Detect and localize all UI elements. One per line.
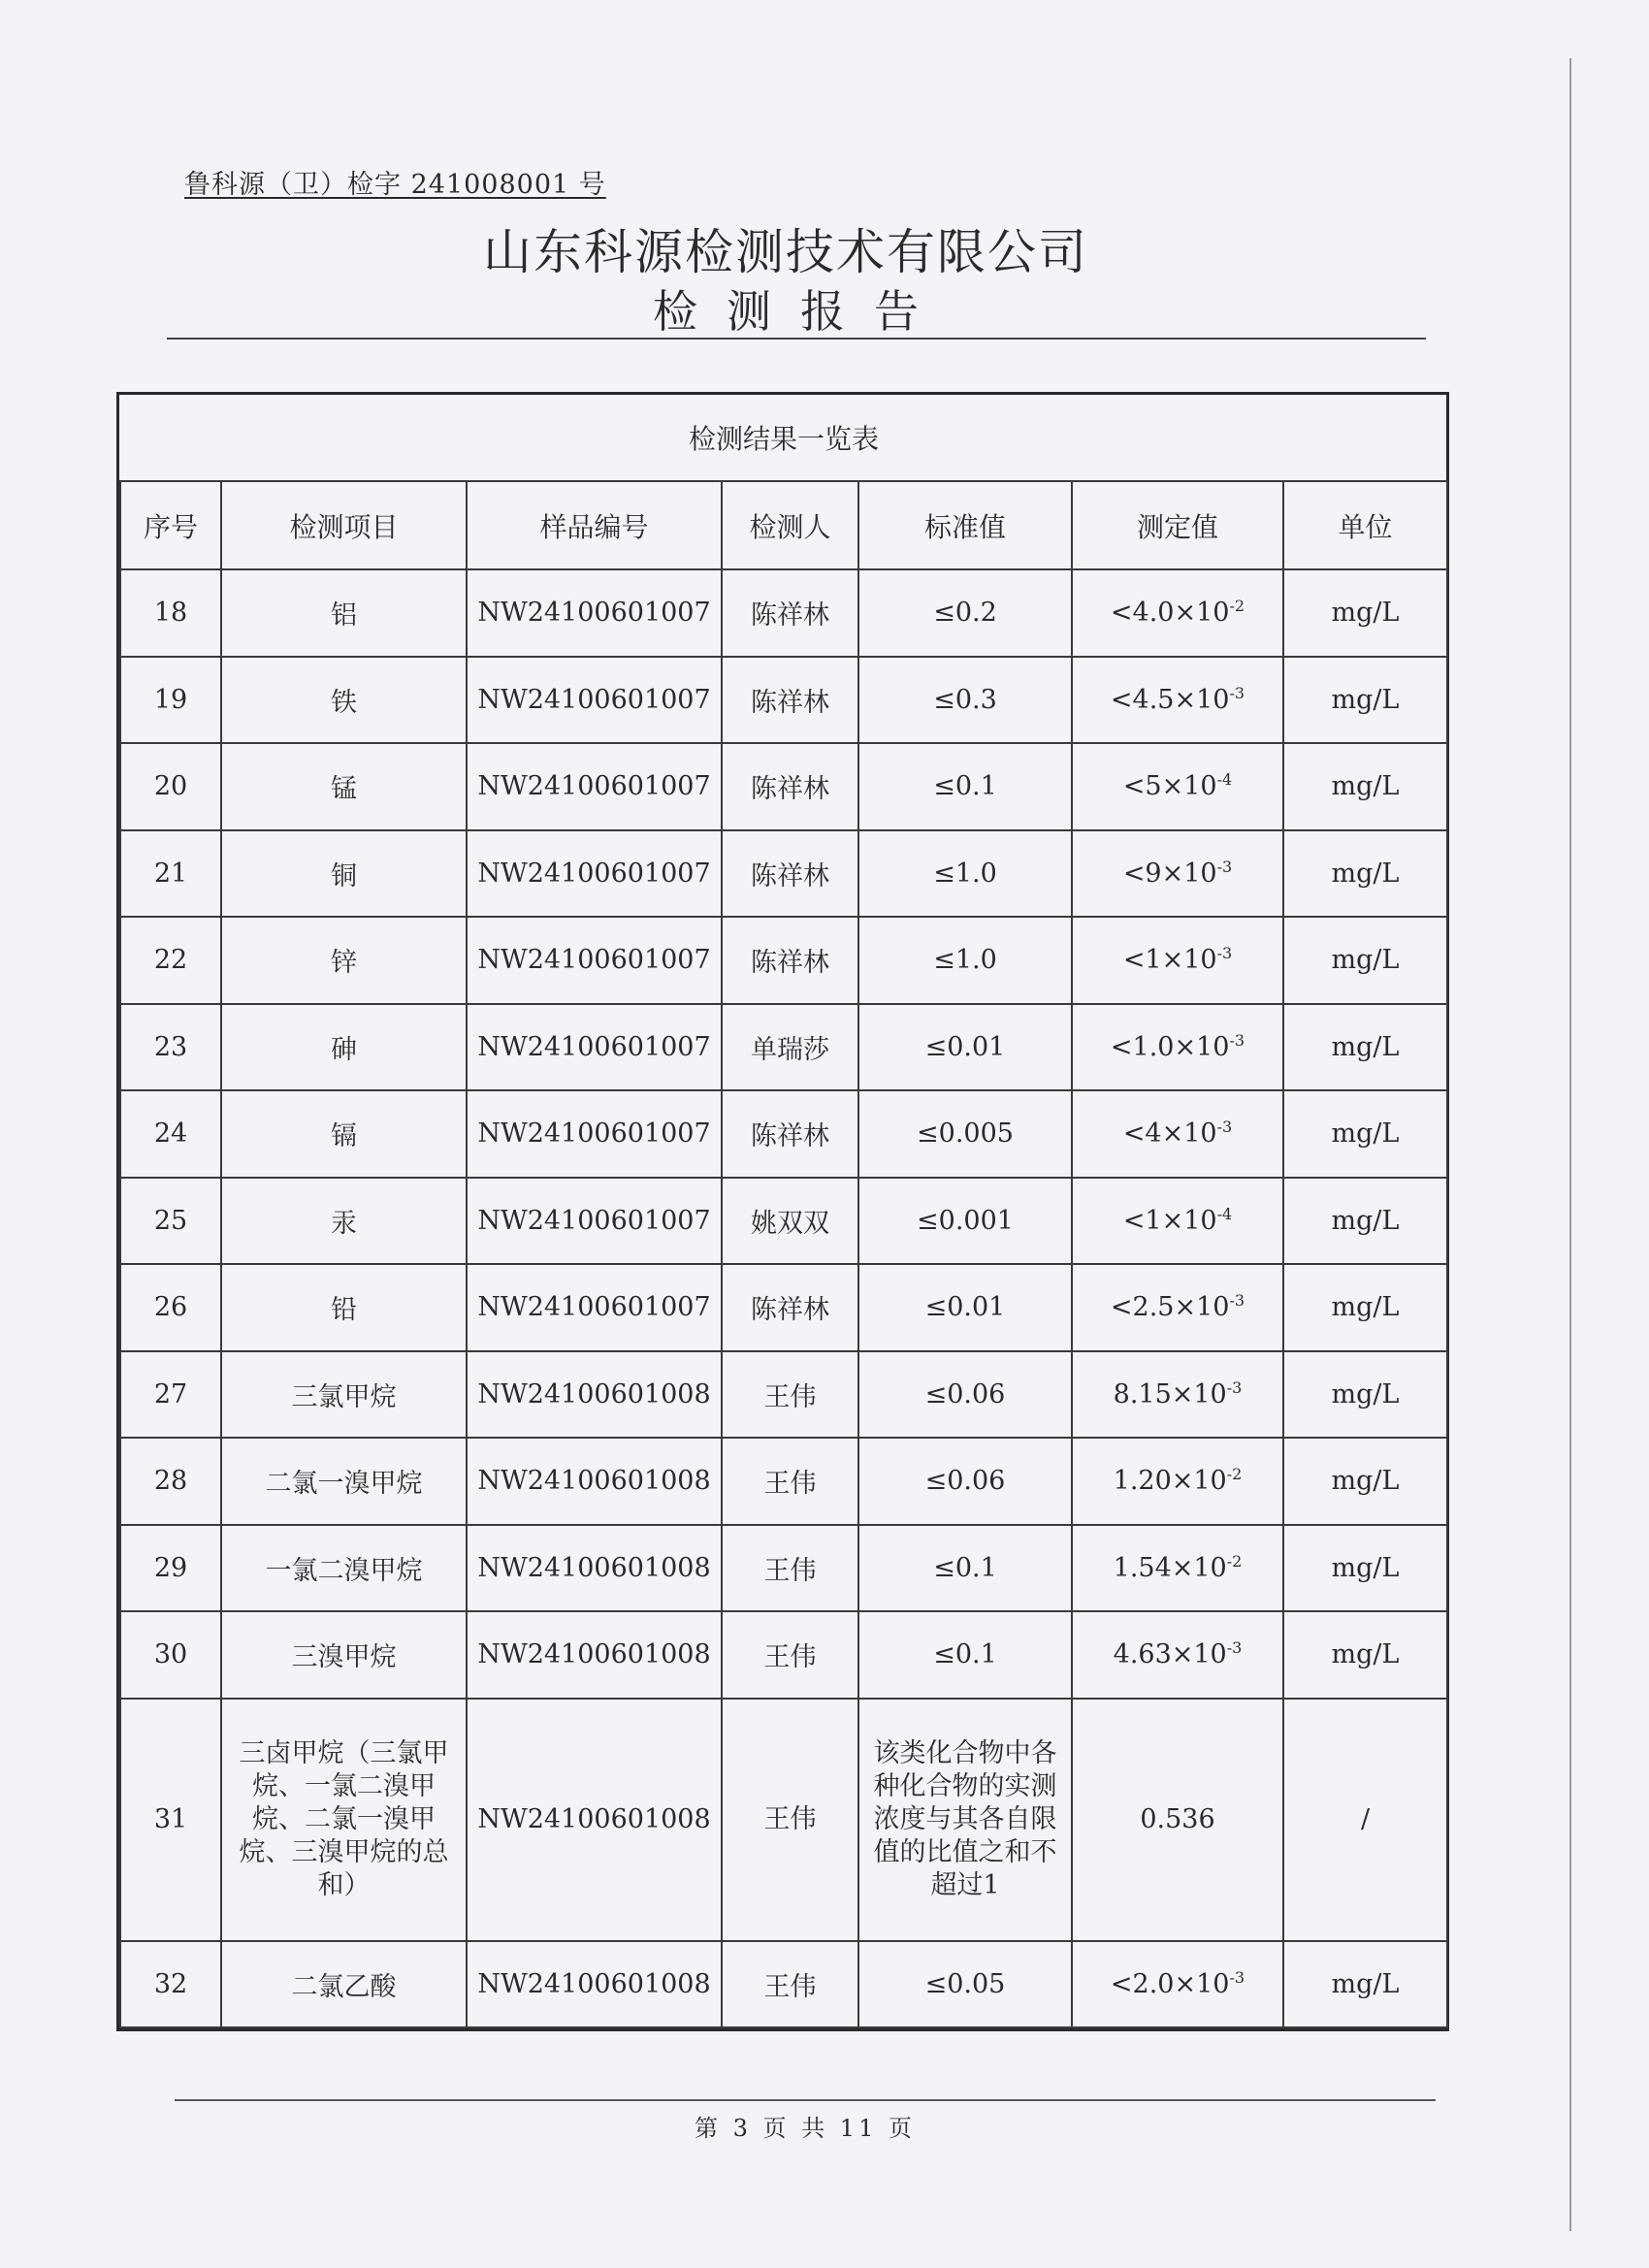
cell-sample: NW24100601008 (467, 1699, 722, 1941)
table-row (120, 1178, 1447, 1265)
cell-item: 二氯一溴甲烷 (221, 1438, 467, 1525)
cell-unit: mg/L (1283, 1264, 1447, 1351)
measured-mantissa: 0.536 (1140, 1803, 1215, 1834)
cell-no: 23 (120, 1004, 221, 1091)
cell-item: 三卤甲烷（三氯甲烷、一氯二溴甲烷、二氯一溴甲烷、三溴甲烷的总和） (221, 1699, 467, 1941)
cell-no: 28 (120, 1438, 221, 1525)
cell-item: 砷 (221, 1004, 467, 1091)
cell-standard: ≤0.005 (858, 1090, 1072, 1178)
cell-no: 30 (120, 1611, 221, 1699)
cell-no: 18 (120, 569, 221, 657)
cell-tester: 陈祥林 (722, 917, 858, 1004)
measured-mantissa: <9×10 (1122, 858, 1217, 889)
table-row (120, 830, 1447, 918)
column-header-unit: 单位 (1283, 481, 1447, 569)
cell-tester: 陈祥林 (722, 1090, 858, 1178)
table-row (120, 569, 1447, 657)
cell-measured (1072, 1264, 1283, 1351)
cell-standard: ≤0.2 (858, 569, 1072, 657)
cell-standard: ≤0.001 (858, 1178, 1072, 1265)
cell-tester: 王伟 (722, 1941, 858, 2028)
cell-unit: mg/L (1283, 830, 1447, 918)
page-number: 第 3 页 共 11 页 (695, 2115, 916, 2142)
cell-item: 锰 (221, 743, 467, 830)
cell-no: 24 (120, 1090, 221, 1178)
cell-sample: NW24100601007 (467, 1178, 722, 1265)
cell-measured (1072, 1090, 1283, 1178)
measured-mantissa: <4×10 (1122, 1118, 1217, 1150)
measured-mantissa: 1.20×10 (1113, 1466, 1227, 1497)
cell-tester: 王伟 (722, 1438, 858, 1525)
column-header-tester: 检测人 (722, 481, 858, 569)
cell-measured (1072, 1004, 1283, 1091)
cell-unit: mg/L (1283, 569, 1447, 657)
header-divider (167, 338, 1426, 340)
table-row (120, 1438, 1447, 1525)
cell-unit: mg/L (1283, 657, 1447, 744)
cell-unit: mg/L (1283, 917, 1447, 1004)
measured-exponent: -2 (1226, 1551, 1243, 1571)
cell-no: 19 (120, 657, 221, 744)
cell-measured (1072, 1699, 1283, 1941)
cell-tester: 陈祥林 (722, 743, 858, 830)
cell-tester: 陈祥林 (722, 1264, 858, 1351)
table-header-row (120, 481, 1447, 569)
cell-no: 20 (120, 743, 221, 830)
measured-exponent: -3 (1229, 1291, 1245, 1311)
cell-item: 汞 (221, 1178, 467, 1265)
table-row (120, 743, 1447, 830)
cell-unit: mg/L (1283, 1941, 1447, 2028)
measured-exponent: -3 (1216, 1118, 1233, 1137)
cell-item: 锌 (221, 917, 467, 1004)
cell-item: 铜 (221, 830, 467, 918)
table-row (120, 1699, 1447, 1941)
table-row (120, 1941, 1447, 2028)
cell-no: 32 (120, 1941, 221, 2028)
measured-mantissa: <4.0×10 (1110, 598, 1230, 629)
table-caption: 检测结果一览表 (120, 395, 1447, 481)
cell-standard: 该类化合物中各种化合物的实测浓度与其各自限值的比值之和不超过1 (858, 1699, 1072, 1941)
cell-standard: ≤0.01 (858, 1004, 1072, 1091)
cell-sample: NW24100601008 (467, 1611, 722, 1699)
cell-sample: NW24100601008 (467, 1351, 722, 1439)
cell-sample: NW24100601007 (467, 1090, 722, 1178)
cell-measured (1072, 1351, 1283, 1439)
cell-sample: NW24100601007 (467, 569, 722, 657)
cell-item: 一氯二溴甲烷 (221, 1525, 467, 1612)
cell-no: 26 (120, 1264, 221, 1351)
cell-unit: mg/L (1283, 1090, 1447, 1178)
cell-sample: NW24100601007 (467, 743, 722, 830)
cell-tester: 单瑞莎 (722, 1004, 858, 1091)
measured-mantissa: <1×10 (1122, 945, 1217, 976)
cell-measured (1072, 657, 1283, 744)
company-name: 山东科源检测技术有限公司 (483, 224, 1088, 280)
table-row (120, 917, 1447, 1004)
measured-mantissa: 1.54×10 (1113, 1552, 1227, 1583)
cell-standard: ≤0.05 (858, 1941, 1072, 2028)
cell-measured (1072, 569, 1283, 657)
measured-exponent: -3 (1216, 944, 1233, 963)
cell-unit: mg/L (1283, 1438, 1447, 1525)
column-header-sample: 样品编号 (467, 481, 722, 569)
cell-unit: / (1283, 1699, 1447, 1941)
cell-no: 31 (120, 1699, 221, 1941)
footer-divider (175, 2099, 1436, 2101)
measured-exponent: -3 (1229, 1030, 1245, 1050)
cell-measured (1072, 1941, 1283, 2028)
table-row (120, 1351, 1447, 1439)
measured-mantissa: 8.15×10 (1113, 1378, 1227, 1409)
measured-exponent: -3 (1226, 1638, 1243, 1658)
table-row (120, 1090, 1447, 1178)
table-row (120, 1004, 1447, 1091)
cell-sample: NW24100601007 (467, 917, 722, 1004)
cell-sample: NW24100601007 (467, 657, 722, 744)
cell-item: 铁 (221, 657, 467, 744)
measured-exponent: -3 (1229, 1967, 1245, 1987)
cell-standard: ≤0.06 (858, 1351, 1072, 1439)
cell-unit: mg/L (1283, 1611, 1447, 1699)
cell-tester: 陈祥林 (722, 830, 858, 918)
cell-unit: mg/L (1283, 743, 1447, 830)
cell-standard: ≤0.01 (858, 1264, 1072, 1351)
cell-no: 29 (120, 1525, 221, 1612)
cell-tester: 王伟 (722, 1525, 858, 1612)
cell-item: 镉 (221, 1090, 467, 1178)
cell-measured (1072, 1525, 1283, 1612)
cell-item: 三溴甲烷 (221, 1611, 467, 1699)
cell-item: 铅 (221, 1264, 467, 1351)
measured-mantissa: <1×10 (1122, 1205, 1217, 1236)
measured-exponent: -2 (1229, 597, 1245, 616)
measured-mantissa: <2.5×10 (1110, 1292, 1230, 1323)
cell-standard: ≤1.0 (858, 917, 1072, 1004)
cell-measured (1072, 743, 1283, 830)
cell-no: 25 (120, 1178, 221, 1265)
cell-unit: mg/L (1283, 1004, 1447, 1091)
cell-standard: ≤0.1 (858, 1611, 1072, 1699)
measured-mantissa: <5×10 (1122, 771, 1217, 802)
cell-tester: 姚双双 (722, 1178, 858, 1265)
column-header-standard: 标准值 (858, 481, 1072, 569)
report-number: 鲁科源（卫）检字 241008001 号 (184, 170, 606, 200)
measured-mantissa: <4.5×10 (1110, 684, 1230, 715)
cell-tester: 王伟 (722, 1611, 858, 1699)
cell-measured (1072, 1178, 1283, 1265)
cell-unit: mg/L (1283, 1525, 1447, 1612)
cell-measured (1072, 830, 1283, 918)
cell-no: 27 (120, 1351, 221, 1439)
column-header-no: 序号 (120, 481, 221, 569)
cell-tester: 王伟 (722, 1699, 858, 1941)
cell-measured (1072, 917, 1283, 1004)
cell-tester: 陈祥林 (722, 657, 858, 744)
cell-sample: NW24100601008 (467, 1525, 722, 1612)
table-row (120, 657, 1447, 744)
cell-sample: NW24100601008 (467, 1941, 722, 2028)
cell-standard: ≤0.1 (858, 743, 1072, 830)
cell-item: 三氯甲烷 (221, 1351, 467, 1439)
measured-exponent: -2 (1226, 1465, 1243, 1484)
results-table-frame (116, 392, 1449, 2031)
measured-mantissa: <2.0×10 (1110, 1968, 1230, 1999)
measured-exponent: -4 (1216, 1204, 1233, 1223)
cell-measured (1072, 1438, 1283, 1525)
cell-sample: NW24100601007 (467, 1264, 722, 1351)
measured-mantissa: <1.0×10 (1110, 1031, 1230, 1062)
cell-standard: ≤1.0 (858, 830, 1072, 918)
results-table (119, 395, 1448, 2028)
cell-unit: mg/L (1283, 1351, 1447, 1439)
table-row (120, 1525, 1447, 1612)
measured-exponent: -4 (1216, 770, 1233, 790)
column-header-measured: 测定值 (1072, 481, 1283, 569)
measured-exponent: -3 (1229, 683, 1245, 702)
cell-sample: NW24100601008 (467, 1438, 722, 1525)
cell-tester: 陈祥林 (722, 569, 858, 657)
cell-sample: NW24100601007 (467, 830, 722, 918)
cell-tester: 王伟 (722, 1351, 858, 1439)
cell-measured (1072, 1611, 1283, 1699)
page-edge-line (1569, 58, 1571, 2231)
measured-mantissa: 4.63×10 (1113, 1639, 1227, 1670)
cell-unit: mg/L (1283, 1178, 1447, 1265)
measured-exponent: -3 (1216, 857, 1233, 876)
cell-standard: ≤0.3 (858, 657, 1072, 744)
cell-no: 21 (120, 830, 221, 918)
measured-exponent: -3 (1226, 1377, 1243, 1397)
cell-item: 铝 (221, 569, 467, 657)
cell-no: 22 (120, 917, 221, 1004)
table-row (120, 1611, 1447, 1699)
table-row (120, 1264, 1447, 1351)
column-header-item: 检测项目 (221, 481, 467, 569)
cell-item: 二氯乙酸 (221, 1941, 467, 2028)
document-title: 检测报告 (653, 285, 948, 338)
cell-standard: ≤0.1 (858, 1525, 1072, 1612)
cell-standard: ≤0.06 (858, 1438, 1072, 1525)
cell-sample: NW24100601007 (467, 1004, 722, 1091)
